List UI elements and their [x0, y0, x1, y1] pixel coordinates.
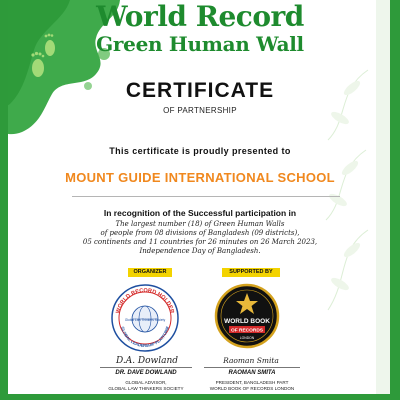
presented-to-text: This certificate is proudly presented to [109, 146, 291, 156]
organizer-logo-middle-text: Global Law Thinkers Society [124, 318, 166, 322]
frame-left-border [0, 0, 8, 400]
svg-text:Raoman Smita: Raoman Smita [223, 356, 279, 365]
record-subtitle: Green Human Wall [96, 32, 304, 56]
supporter-logo-line2: OF RECORDS [231, 328, 263, 334]
achievement-description [60, 220, 340, 256]
supporter-logo [214, 283, 280, 349]
svg-text:D.A. Dowland: D.A. Dowland [115, 356, 179, 366]
description-line: The largest number (18) of Green Human Walls [115, 220, 285, 228]
organizer-signature-line [100, 367, 192, 368]
organizer-signature [112, 352, 182, 366]
supporter-name: RAOMAN SMITA [228, 370, 276, 376]
supporter-logo-line3: LONDON [239, 336, 255, 340]
recipient-name: MOUNT GUIDE INTERNATIONAL SCHOOL [65, 170, 335, 185]
organizer-label: ORGANIZER [128, 268, 172, 277]
recipient-underline [72, 196, 340, 197]
description-line: 05 continents and 11 countries for 26 minutes on 26 March 2023, [82, 238, 318, 246]
recognition-text: In recognition of the Successful participation in [103, 208, 297, 218]
organizer-logo-top-text: WORLD RECORD HOLDER [115, 287, 175, 315]
record-title: World Record [96, 0, 304, 33]
frame-inner-strip [376, 0, 390, 400]
description-line: Independence Day of Bangladesh. [139, 247, 261, 255]
supporter-signature-line [204, 367, 300, 368]
organizer-logo [110, 283, 180, 353]
certificate-subheading: OF PARTNERSHIP [163, 106, 237, 115]
supporter-logo-line1: WORLD BOOK [224, 318, 270, 325]
organizer-logo-bottom-text: GLOBAL LEADERSHIP PLATFORM [120, 326, 170, 349]
supporter-role: PRESIDENT, BANGLADESH PART [215, 380, 289, 385]
supporter-organization: WORLD BOOK OF RECORDS LONDON [209, 386, 295, 391]
certificate-heading: CERTIFICATE [125, 79, 275, 102]
organizer-name: DR. DAVE DOWLAND [115, 370, 177, 376]
organizer-role: GLOBAL ADVISOR, [125, 380, 167, 385]
description-line: of people from 08 divisions of Bangladesh (09 districts), [100, 229, 300, 237]
frame-right-border [390, 0, 400, 400]
organizer-organization: GLOBAL LAW THINKERS SOCIETY [108, 386, 184, 391]
supported-by-label: SUPPORTED BY [222, 268, 280, 277]
frame-bottom-border [0, 394, 400, 400]
supporter-signature [218, 352, 284, 366]
